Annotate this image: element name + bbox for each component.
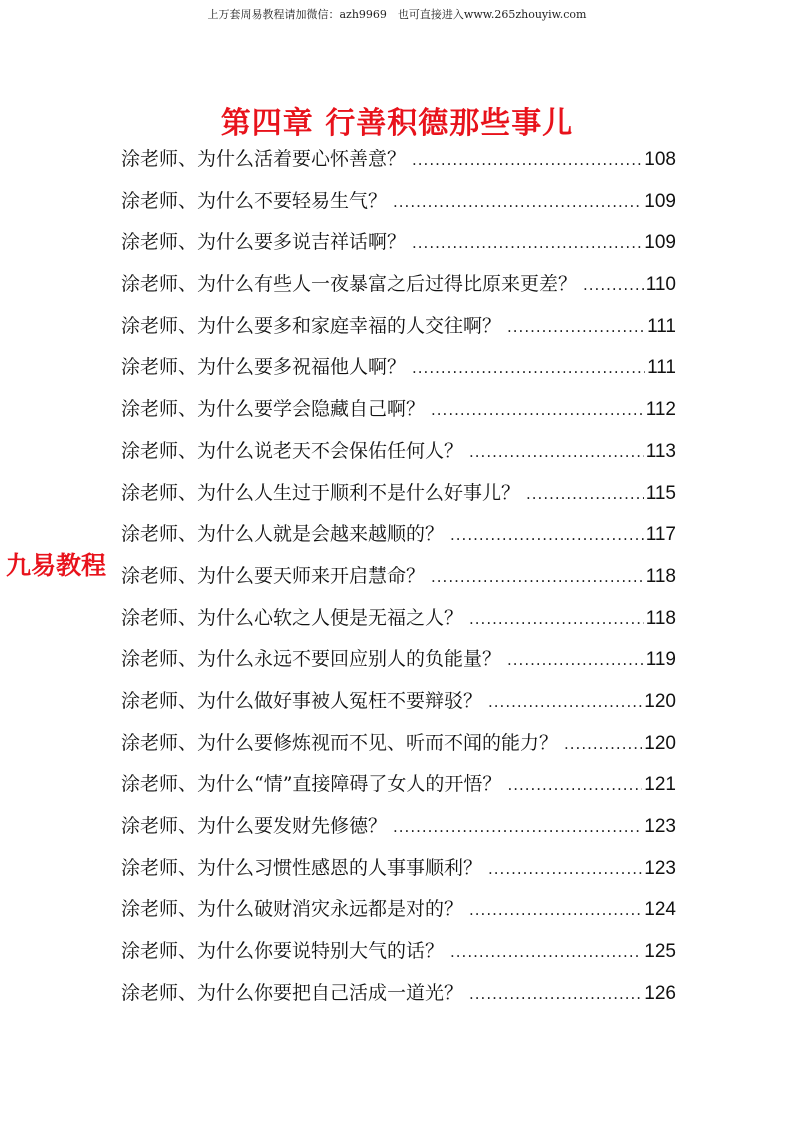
- toc-page-number: 109: [644, 232, 676, 254]
- toc-question: 涂老师、为什么你要说特别大气的话？: [121, 940, 445, 963]
- toc-question: 涂老师、为什么做好事被人冤枉不要辩驳？: [121, 689, 483, 712]
- toc-question: 涂老师、为什么有些人一夜暴富之后过得比原来更差？: [121, 273, 578, 296]
- toc-page-number: 113: [645, 440, 676, 462]
- toc-entry[interactable]: [121, 186, 676, 228]
- toc-page-number: 120: [644, 732, 676, 754]
- dot-leader: [469, 979, 642, 1009]
- toc-page-number: 121: [644, 774, 676, 796]
- toc-question: 涂老师、为什么活着要心怀善意？: [121, 148, 407, 170]
- toc-entry[interactable]: [121, 436, 676, 478]
- dot-leader: [507, 770, 642, 800]
- toc-page-number: 118: [645, 607, 676, 629]
- toc-page-number: 112: [645, 399, 676, 421]
- toc-page-number: 123: [644, 857, 676, 879]
- toc-entry[interactable]: [121, 519, 676, 561]
- toc-page-number: 110: [645, 274, 676, 296]
- toc-entry[interactable]: [121, 311, 676, 353]
- toc-entry[interactable]: [121, 561, 676, 603]
- toc-page-number: 120: [644, 690, 676, 712]
- toc-entry[interactable]: [121, 478, 676, 520]
- toc-page-number: 117: [645, 524, 676, 546]
- toc-question: 涂老师、为什么要多祝福他人啊？: [121, 356, 407, 379]
- toc-question: 涂老师、为什么破财消灾永远都是对的？: [121, 898, 464, 921]
- dot-leader: [431, 562, 644, 592]
- toc-question: 涂老师、为什么不要轻易生气？: [121, 189, 388, 212]
- dot-leader: [488, 687, 642, 717]
- toc-question: 涂老师、为什么人就是会越来越顺的？: [121, 523, 445, 546]
- toc-entry[interactable]: [121, 603, 676, 645]
- dot-leader: [393, 812, 642, 842]
- dot-leader: [583, 270, 644, 300]
- toc-entry[interactable]: [121, 352, 676, 394]
- toc-question: 涂老师、为什么要学会隐藏自己啊？: [121, 398, 426, 421]
- dot-leader: [507, 645, 644, 675]
- toc-page-number: 109: [644, 190, 676, 212]
- toc-question: 涂老师、为什么要多和家庭幸福的人交往啊？: [121, 314, 502, 337]
- toc-entry[interactable]: [121, 644, 676, 686]
- toc-entry[interactable]: [121, 728, 676, 770]
- toc-question: 涂老师、为什么要发财先修德？: [121, 815, 388, 837]
- dot-leader: [564, 729, 642, 759]
- toc-page-number: 123: [644, 816, 676, 837]
- dot-leader: [469, 895, 642, 925]
- toc-question: 涂老师、为什么心软之人便是无福之人？: [121, 606, 464, 629]
- toc-entry[interactable]: [121, 769, 676, 811]
- toc-page-number: 111: [647, 315, 676, 337]
- toc-entry[interactable]: [121, 227, 676, 269]
- toc-question: 涂老师、为什么永远不要回应别人的负能量？: [121, 648, 502, 671]
- toc-page-number: 126: [644, 982, 676, 1004]
- toc-question: 涂老师、为什么你要把自己活成一道光？: [121, 981, 464, 1004]
- dot-leader: [507, 312, 645, 342]
- page-header: 上万套周易教程请加微信：azh9969 也可直接进入www.265zhouyiw.com: [207, 8, 587, 21]
- toc-entry[interactable]: [121, 978, 676, 1020]
- toc-page-number: 115: [645, 482, 676, 504]
- toc-entry[interactable]: [121, 853, 676, 895]
- dot-leader: [469, 437, 644, 467]
- toc-question: 涂老师、为什么“情”直接障碍了女人的开悟？: [121, 773, 502, 796]
- toc-page-number: 108: [644, 149, 676, 170]
- watermark-logo: 九易教程: [6, 551, 107, 580]
- dot-leader: [393, 187, 642, 217]
- toc-entry[interactable]: [121, 394, 676, 436]
- dot-leader: [450, 937, 642, 967]
- toc-page-number: 124: [644, 899, 676, 921]
- toc-entry[interactable]: [121, 936, 676, 978]
- table-of-contents: [121, 144, 676, 1019]
- toc-entry[interactable]: [121, 894, 676, 936]
- dot-leader: [412, 145, 642, 175]
- dot-leader: [431, 395, 644, 425]
- dot-leader: [526, 479, 644, 509]
- toc-entry[interactable]: [121, 811, 676, 853]
- toc-question: 涂老师、为什么说老天不会保佑任何人？: [121, 439, 464, 462]
- toc-entry[interactable]: [121, 686, 676, 728]
- toc-entry[interactable]: [121, 144, 676, 186]
- dot-leader: [450, 520, 644, 550]
- toc-page-number: 119: [645, 649, 676, 671]
- toc-question: 涂老师、为什么习惯性感恩的人事事顺利？: [121, 856, 483, 879]
- toc-page-number: 111: [647, 357, 676, 379]
- dot-leader: [488, 854, 642, 884]
- toc-page-number: 118: [645, 565, 676, 587]
- toc-entry[interactable]: [121, 269, 676, 311]
- toc-question: 涂老师、为什么要多说吉祥话啊？: [121, 231, 407, 254]
- toc-page-number: 125: [644, 941, 676, 963]
- toc-question: 涂老师、为什么人生过于顺利不是什么好事儿？: [121, 481, 521, 504]
- dot-leader: [469, 604, 644, 634]
- chapter-title: 第四章 行善积德那些事儿: [220, 106, 574, 141]
- toc-question: 涂老师、为什么要修炼视而不见、听而不闻的能力？: [121, 731, 559, 754]
- dot-leader: [412, 228, 642, 258]
- dot-leader: [412, 353, 645, 383]
- toc-question: 涂老师、为什么要天师来开启慧命？: [121, 564, 426, 587]
